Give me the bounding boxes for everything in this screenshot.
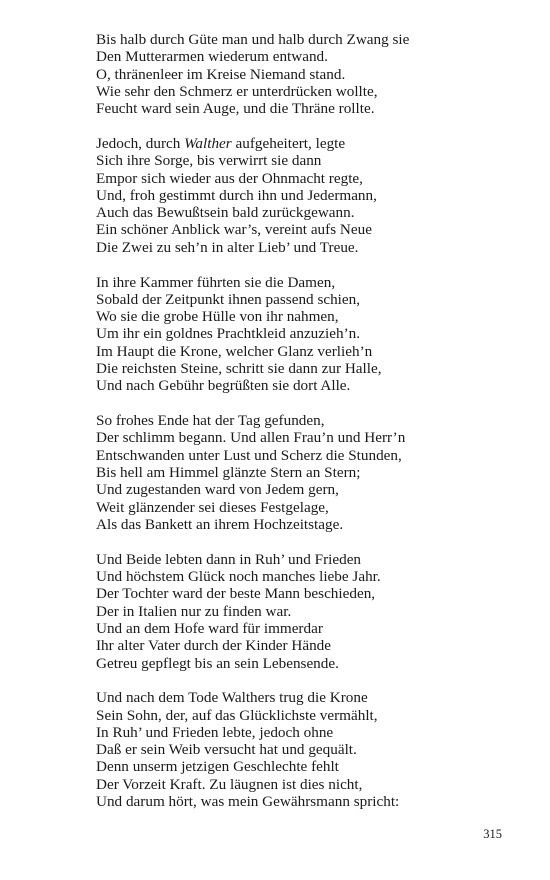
stanza <box>96 689 516 810</box>
poem-line: Getreu gepflegt bis an sein Lebensende. <box>96 654 339 672</box>
poem-line: Der Vorzeit Kraft. Zu läugnen ist dies nicht, <box>96 775 363 793</box>
poem-line: Und, froh gestimmt durch ihn und Jedermann, <box>96 186 377 204</box>
poem-line: Und nach Gebühr begrüßten sie dort Alle. <box>96 377 351 395</box>
poem-line: Ihr alter Vater durch der Kinder Hände <box>96 637 332 655</box>
poem-line: Und nach dem Tode Walthers trug die Krone <box>96 689 368 707</box>
poem-line: Im Haupt die Krone, welcher Glanz verlieh’n <box>96 342 373 360</box>
poem-line: Die reichsten Steine, schritt sie dann zur Halle, <box>96 360 382 378</box>
poem-line: Feucht ward sein Auge, und die Thräne rollte. <box>96 100 375 118</box>
stanza <box>96 31 516 117</box>
poem-line: Und höchstem Glück noch manches liebe Jahr. <box>96 568 381 586</box>
poem-line: Wo sie die grobe Hülle von ihr nahmen, <box>96 308 339 326</box>
page-number: 315 <box>483 827 502 841</box>
poem-line: Der Tochter ward der beste Mann beschieden, <box>96 585 376 603</box>
line-segment: Jedoch, durch <box>96 134 185 152</box>
poem-line: Ein schöner Anblick war’s, vereint aufs Neue <box>96 221 372 239</box>
poem-line: In Ruh’ und Frieden lebte, jedoch ohne <box>96 723 334 741</box>
poem-line: Daß er sein Weib versucht hat und gequält. <box>96 741 357 759</box>
poem-line: Weit glänzender sei dieses Festgelage, <box>96 498 329 516</box>
poem-line: Sein Sohn, der, auf das Glücklichste vermählt, <box>96 706 378 724</box>
stanza <box>96 135 516 256</box>
poem-line: Auch das Bewußtsein bald zurückgewann. <box>96 204 355 222</box>
stanza <box>96 551 516 672</box>
italic-name: Walther <box>184 134 232 152</box>
poem-line <box>96 135 516 152</box>
poem-line: Sobald der Zeitpunkt ihnen passend schien, <box>96 290 361 308</box>
poem-line: Sich ihre Sorge, bis verwirrt sie dann <box>96 152 322 170</box>
stanza <box>96 412 516 533</box>
poem-text <box>96 31 516 828</box>
poem-line: Die Zwei zu seh’n in alter Lieb’ und Treue. <box>96 238 359 256</box>
poem-line: Der schlimm begann. Und allen Frau’n und Herr’n <box>96 429 406 447</box>
poem-line: Den Mutterarmen wiederum entwand. <box>96 48 328 66</box>
poem-line: Empor sich wieder aus der Ohnmacht regte, <box>96 169 363 187</box>
poem-line: So frohes Ende hat der Tag gefunden, <box>96 412 325 430</box>
poem-line: Entschwanden unter Lust und Scherz die Stunden, <box>96 446 402 464</box>
poem-line: Der in Italien nur zu finden war. <box>96 602 292 620</box>
poem-line: Als das Bankett an ihrem Hochzeitstage. <box>96 515 344 533</box>
poem-line: Bis hell am Himmel glänzte Stern an Stern; <box>96 464 361 482</box>
poem-line: In ihre Kammer führten sie die Damen, <box>96 273 336 291</box>
poem-line: O, thränenleer im Kreise Niemand stand. <box>96 65 346 83</box>
poem-line: Denn unserm jetzigen Geschlechte fehlt <box>96 758 339 776</box>
poem-line: Um ihr ein goldnes Prachtkleid anzuzieh’n. <box>96 325 361 343</box>
poem-line: Und zugestanden ward von Jedem gern, <box>96 481 339 499</box>
line-segment: aufgeheitert, legte <box>231 134 346 152</box>
poem-line: Und Beide lebten dann in Ruh’ und Frieden <box>96 550 362 568</box>
stanza <box>96 274 516 395</box>
poem-line: Und an dem Hofe ward für immerdar <box>96 619 323 637</box>
poem-line: Bis halb durch Güte man und halb durch Zwang sie <box>96 31 410 48</box>
poem-line: Wie sehr den Schmerz er unterdrücken wollte, <box>96 82 378 100</box>
poem-line: Und darum hört, was mein Gewährsmann spricht: <box>96 793 400 811</box>
